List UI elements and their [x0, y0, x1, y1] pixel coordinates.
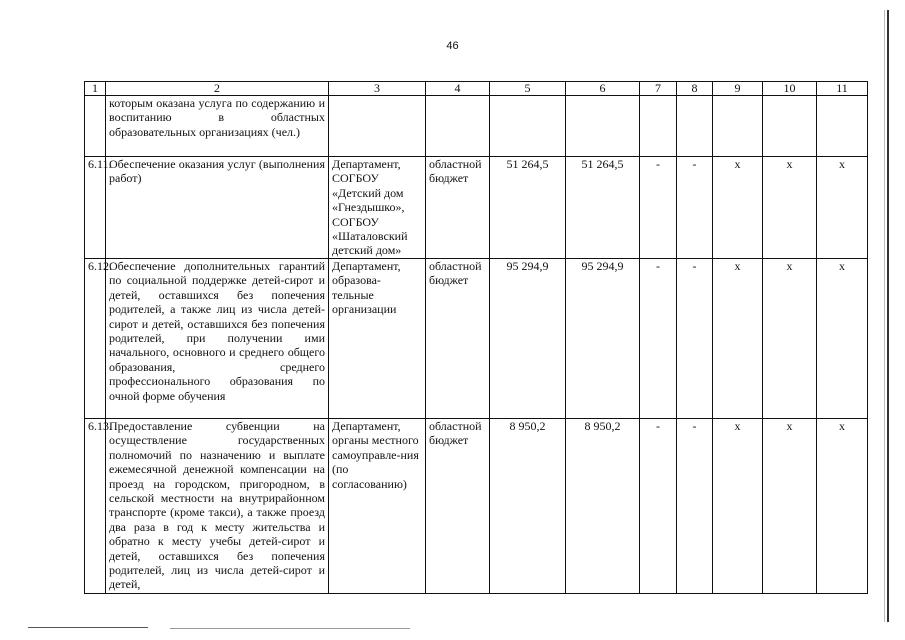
row-responsible: Департамент, образова-тельные организации [329, 259, 426, 419]
row-value-7: - [640, 419, 677, 594]
row-value-11: х [817, 157, 868, 259]
row-value-8: - [677, 259, 713, 419]
row-value-5: 51 264,5 [490, 157, 566, 259]
row-number: 6.11. [85, 157, 106, 259]
col-header: 6 [566, 82, 640, 96]
col-header: 3 [329, 82, 426, 96]
col-header: 10 [763, 82, 817, 96]
table-row [85, 259, 868, 419]
row-description: Обеспечение оказания услуг (выполнения работ) [106, 157, 329, 259]
row-description: Предоставление субвенции на осуществление государственных полномочий по назначению и выплате ежемесячной денежной компенсации на проезд на городском, пригородном, в сельской местности на внутрирайонном транспорте (кроме такси), а также проезд два раза в год к месту жительства и обратно к месту учебы детей-сирот и детей, оставшихся без попечения родителей, лиц из числа детей-сирот и детей, [106, 419, 329, 594]
row-description: которым оказана услуга по содержанию и воспитанию в областных образовательных организациях (чел.) [106, 96, 329, 157]
row-value-11: х [817, 259, 868, 419]
row-number: 6.12. [85, 259, 106, 419]
col-header: 9 [713, 82, 763, 96]
row-value-6: 95 294,9 [566, 259, 640, 419]
scan-bottom-artifact [0, 626, 905, 630]
row-value-9: х [713, 259, 763, 419]
row-value-8: - [677, 157, 713, 259]
col-header: 4 [426, 82, 490, 96]
col-header: 1 [85, 82, 106, 96]
row-value-7: - [640, 259, 677, 419]
col-header: 7 [640, 82, 677, 96]
row-value-6: 8 950,2 [566, 419, 640, 594]
row-value-5: 8 950,2 [490, 419, 566, 594]
row-value-9: х [713, 157, 763, 259]
row-description: Обеспечение дополнительных гарантий по социальной поддержке детей-сирот и детей, оставшихся без попечения родителей, а также лиц из числа детей-сирот и детей, оставшихся без попечения родителей, при получении ими начального, основного и среднего общего образования, среднего профессионального образования по очной форме обучения [106, 259, 329, 419]
row-value-10: х [763, 419, 817, 594]
column-number-row [85, 82, 868, 96]
page-number: 46 [446, 40, 459, 52]
row-value-10: х [763, 157, 817, 259]
row-source: областной бюджет [426, 419, 490, 594]
row-responsible: Департамент, СОГБОУ «Детский дом «Гнездышко», СОГБОУ «Шаталовский детский дом» [329, 157, 426, 259]
row-value-7: - [640, 157, 677, 259]
row-value-8: - [677, 419, 713, 594]
table-row [85, 419, 868, 594]
col-header: 2 [106, 82, 329, 96]
col-header: 8 [677, 82, 713, 96]
scan-edge-line [887, 10, 889, 622]
row-value-5: 95 294,9 [490, 259, 566, 419]
program-activities-table [84, 81, 868, 594]
row-source: областной бюджет [426, 157, 490, 259]
row-value-6: 51 264,5 [566, 157, 640, 259]
col-header: 11 [817, 82, 868, 96]
row-value-10: х [763, 259, 817, 419]
table-row-continuation [85, 96, 868, 157]
col-header: 5 [490, 82, 566, 96]
table-row [85, 157, 868, 259]
row-source: областной бюджет [426, 259, 490, 419]
scan-edge-line-faint [884, 10, 885, 622]
row-responsible: Департамент, органы местного самоуправле-ния (по согласованию) [329, 419, 426, 594]
row-number: 6.13. [85, 419, 106, 594]
row-value-11: х [817, 419, 868, 594]
row-value-9: х [713, 419, 763, 594]
